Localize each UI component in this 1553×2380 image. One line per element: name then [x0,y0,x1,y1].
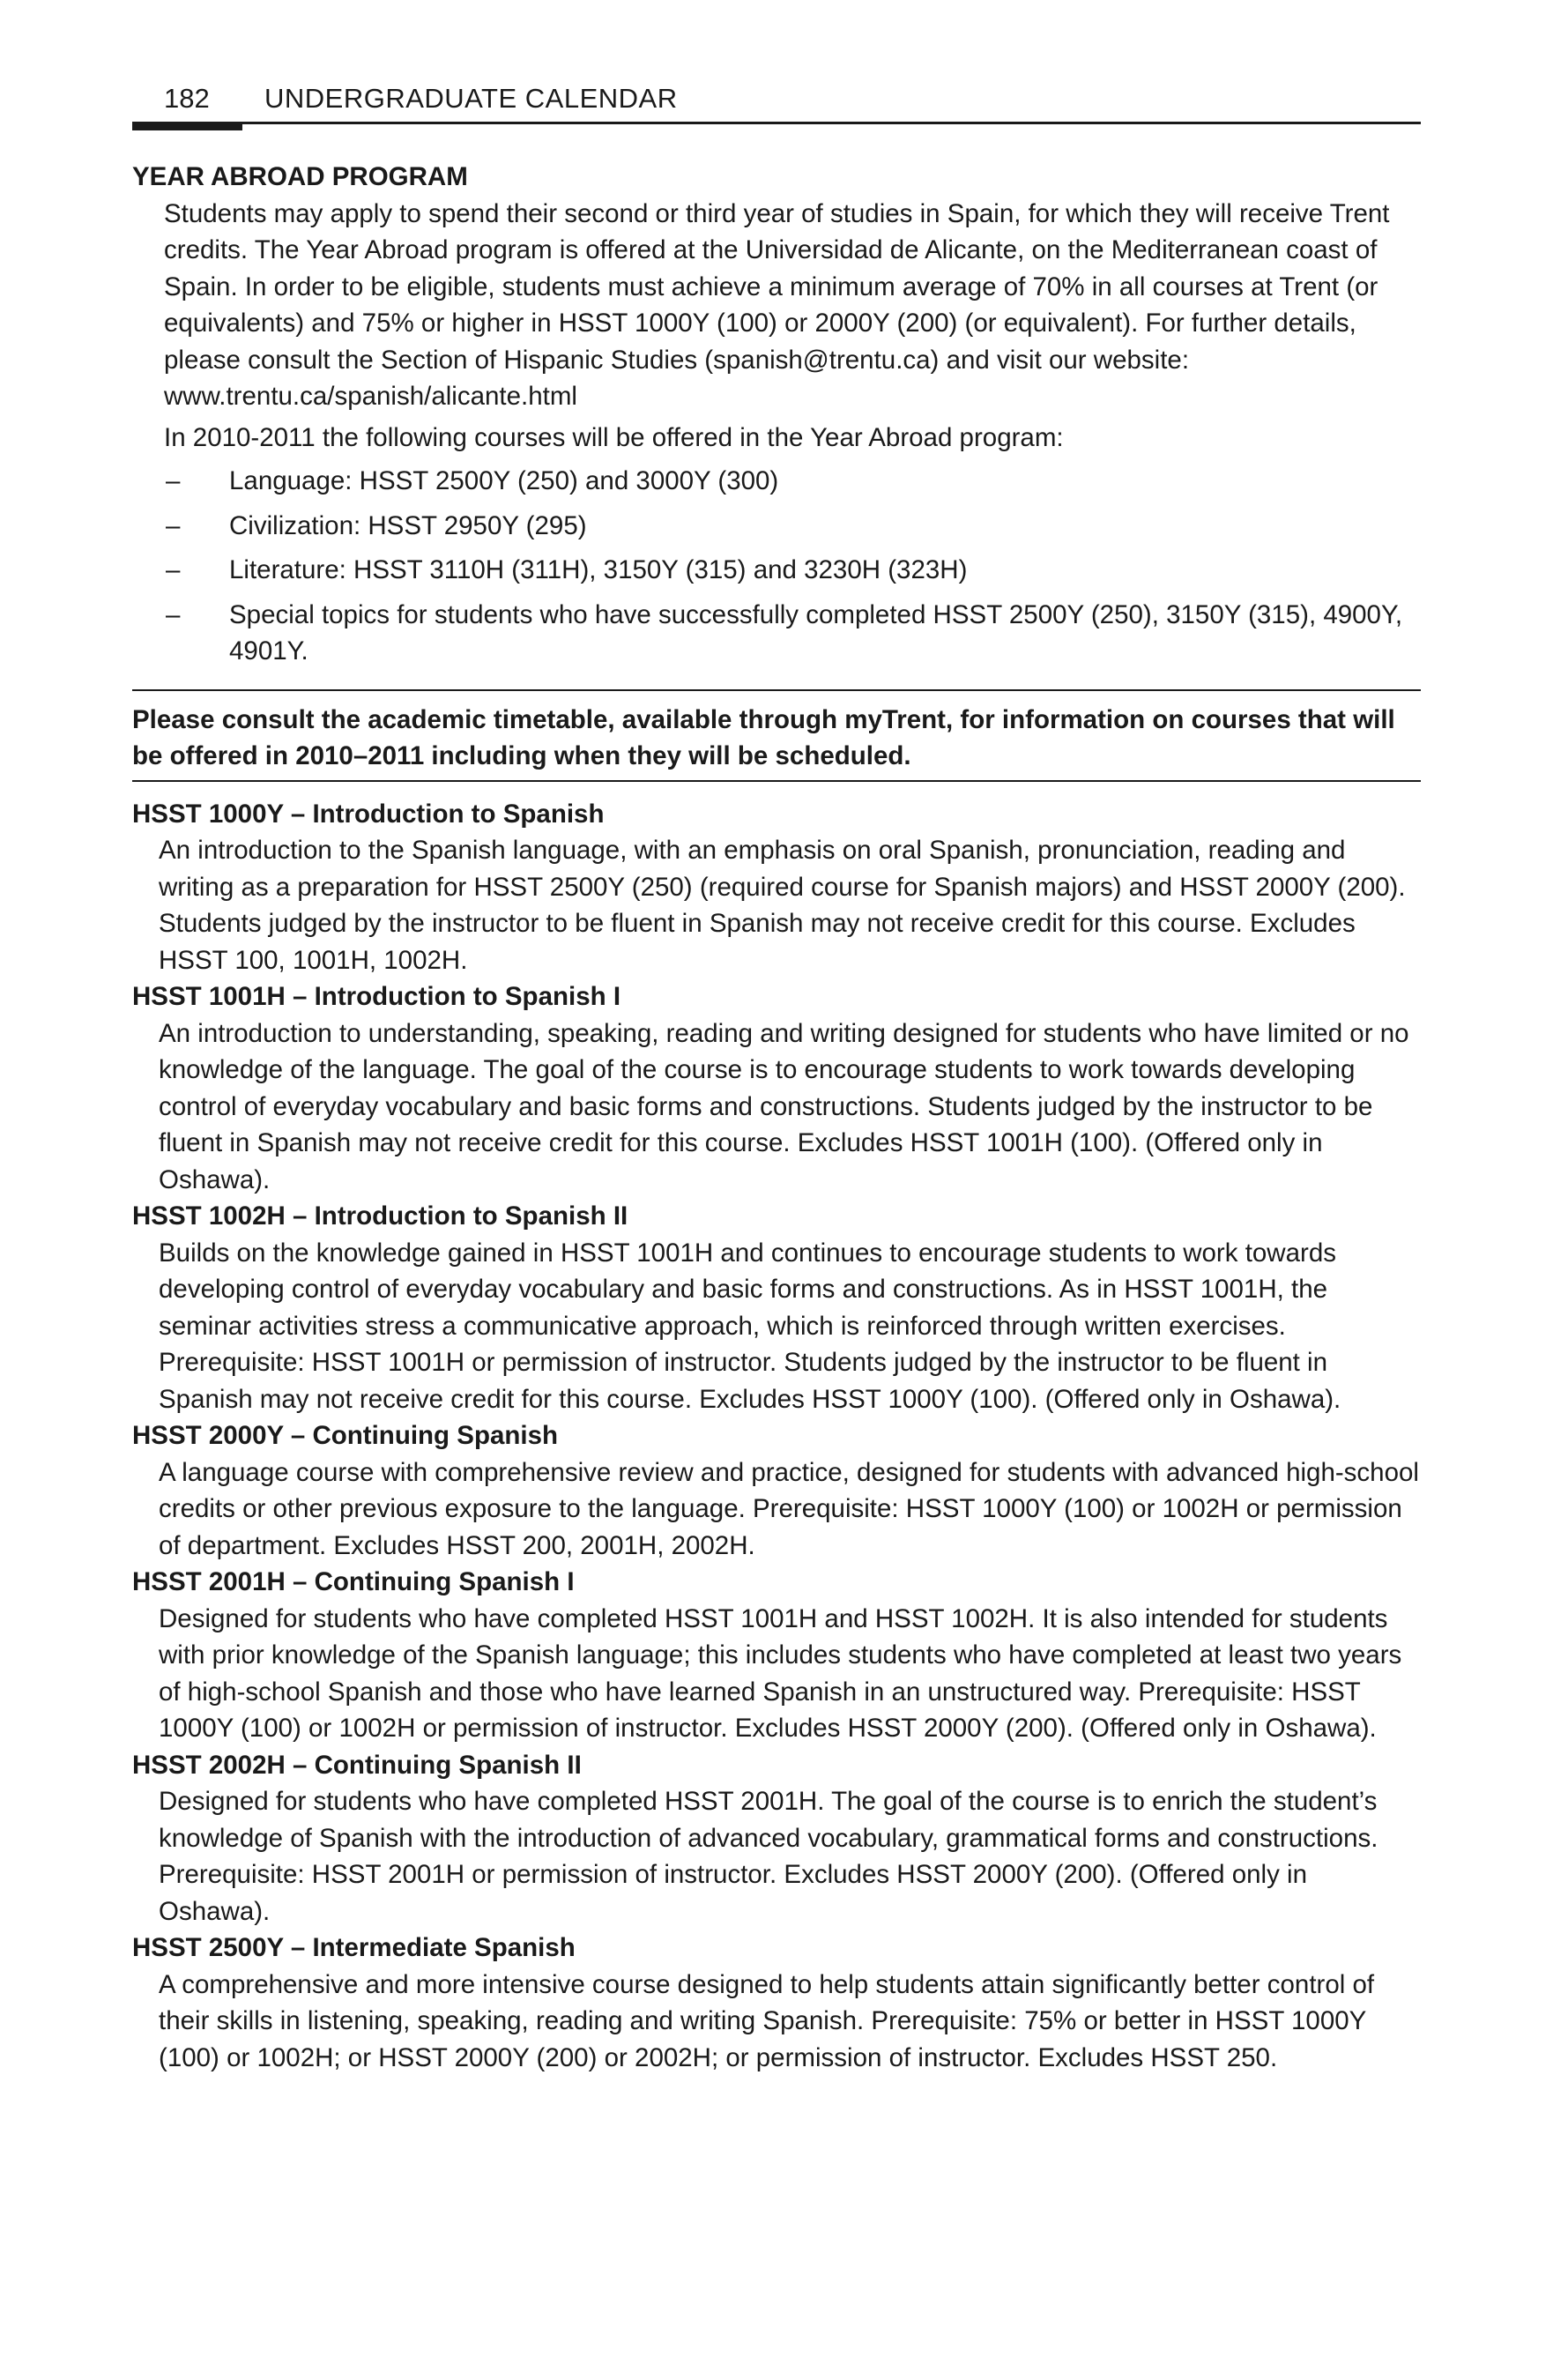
course-entry [132,1417,1421,1564]
course-title: HSST 2000Y – Continuing Spanish [132,1421,559,1450]
course-description: Designed for students who have completed HSST 2001H. The goal of the course is to enrich the student’s knowledge of Spanish with the introduction of advanced vocabulary, grammatical forms and constructions. Prerequisite: HSST 2001H or permission of instructor. Excludes HSST 2000Y (200). (Offered only in Oshawa). [159,1787,1378,1926]
calendar-title: UNDERGRADUATE CALENDAR [264,83,678,114]
course-title: HSST 2002H – Continuing Spanish II [132,1750,582,1780]
course-entry [132,796,1421,979]
course-entry [132,1747,1421,1930]
list-item [164,552,1421,589]
page-content [132,159,1421,2076]
course-description: Builds on the knowledge gained in HSST 1001H and continues to encourage students to work towards developing control of everyday vocabulary and basic forms and constructions. As in HSST 1001H, the seminar activities stress a communicative approach, which is reinforced through written exercises. Prerequisite: HSST 1001H or permission of instructor. Students judged by the instructor to be fluent in Spanish may not receive credit for this course. Excludes HSST 1000Y (100). (Offered only in Oshawa). [159,1238,1341,1414]
year-abroad-heading: YEAR ABROAD PROGRAM [132,162,468,191]
header-tab-bar [132,122,242,130]
course-description: A language course with comprehensive review and practice, designed for students with advanced high-school credits or other previous exposure to the language. Prerequisite: HSST 1000Y (100) or 1002H or permission of department. Excludes HSST 200, 2001H, 2002H. [159,1457,1419,1560]
dash-marker: – [166,555,181,584]
course-title: HSST 1000Y – Introduction to Spanish [132,799,605,829]
course-description: An introduction to understanding, speaking, reading and writing designed for students who have limited or no knowledge of the language. The goal of the course is to encourage students to work towards developing control of everyday vocabulary and basic forms and constructions. Students judged by the instructor to be fluent in Spanish may not receive credit for this course. Excludes HSST 1001H (100). (Offered only in Oshawa). [159,1018,1409,1194]
course-entry [132,1930,1421,2076]
list-item-text: Civilization: HSST 2950Y (295) [229,510,587,540]
list-item [164,508,1421,545]
year-abroad-intro: In 2010-2011 the following courses will be offered in the Year Abroad program: [164,422,1064,452]
course-description: Designed for students who have completed HSST 1001H and HSST 1002H. It is also intended for students with prior knowledge of the Spanish language; this includes students who have completed at least two years of high-school Spanish and those who have learned Spanish in an unstructured way. Prerequisite: HSST 1000Y (100) or 1002H or permission of instructor. Excludes HSST 2000Y (200). (Offered only in Oshawa). [159,1603,1402,1743]
course-title: HSST 2001H – Continuing Spanish I [132,1567,575,1596]
list-item [164,597,1421,670]
year-abroad-course-list [132,463,1421,670]
dash-marker: – [166,466,181,495]
course-title: HSST 2500Y – Intermediate Spanish [132,1933,576,1962]
year-abroad-description: Students may apply to spend their second or third year of studies in Spain, for which they will receive Trent credits. The Year Abroad program is offered at the Universidad de Alicante, on the Mediterranean coast of Spain. In order to be eligible, students must achieve a minimum average of 70% in all courses at Trent (or equivalents) and 75% or higher in HSST 1000Y (100) or 2000Y (200) (or equivalent). For further details, please consult the Section of Hispanic Studies (spanish@trentu.ca) and visit our website: www.trentu.ca/spanish/alicante.html [164,198,1390,411]
dash-marker: – [166,599,181,629]
dash-marker: – [166,510,181,540]
running-header [132,81,1421,127]
course-entry [132,1198,1421,1417]
course-description: A comprehensive and more intensive course designed to help students attain significantly better control of their skills in listening, speaking, reading and writing Spanish. Prerequisite: 75% or better in HSST 1000Y (100) or 1002H; or HSST 2000Y (200) or 2002H; or permission of instructor. Excludes HSST 250. [159,1969,1375,2072]
course-entry [132,1564,1421,1747]
year-abroad-section [132,159,1421,670]
course-title: HSST 1002H – Introduction to Spanish II [132,1201,628,1231]
list-item-text: Language: HSST 2500Y (250) and 3000Y (300) [229,466,779,495]
course-title: HSST 1001H – Introduction to Spanish I [132,982,621,1011]
page-number: 182 [164,83,210,114]
list-item [164,463,1421,500]
course-list [132,796,1421,2077]
course-entry [132,978,1421,1198]
header-rule [132,122,1421,124]
list-item-text: Literature: HSST 3110H (311H), 3150Y (315) and 3230H (323H) [229,555,968,584]
course-description: An introduction to the Spanish language, with an emphasis on oral Spanish, pronunciation, reading and writing as a preparation for HSST 2500Y (250) (required course for Spanish majors) and HSST 2000Y (200). Students judged by the instructor to be fluent in Spanish may not receive credit for this course. Excludes HSST 100, 1001H, 1002H. [159,836,1406,975]
timetable-notice: Please consult the academic timetable, available through myTrent, for information on courses that will be offered in 2010–2011 including when they will be scheduled. [132,689,1421,782]
list-item-text: Special topics for students who have successfully completed HSST 2500Y (250), 3150Y (315), 4900Y, 4901Y. [229,599,1403,666]
